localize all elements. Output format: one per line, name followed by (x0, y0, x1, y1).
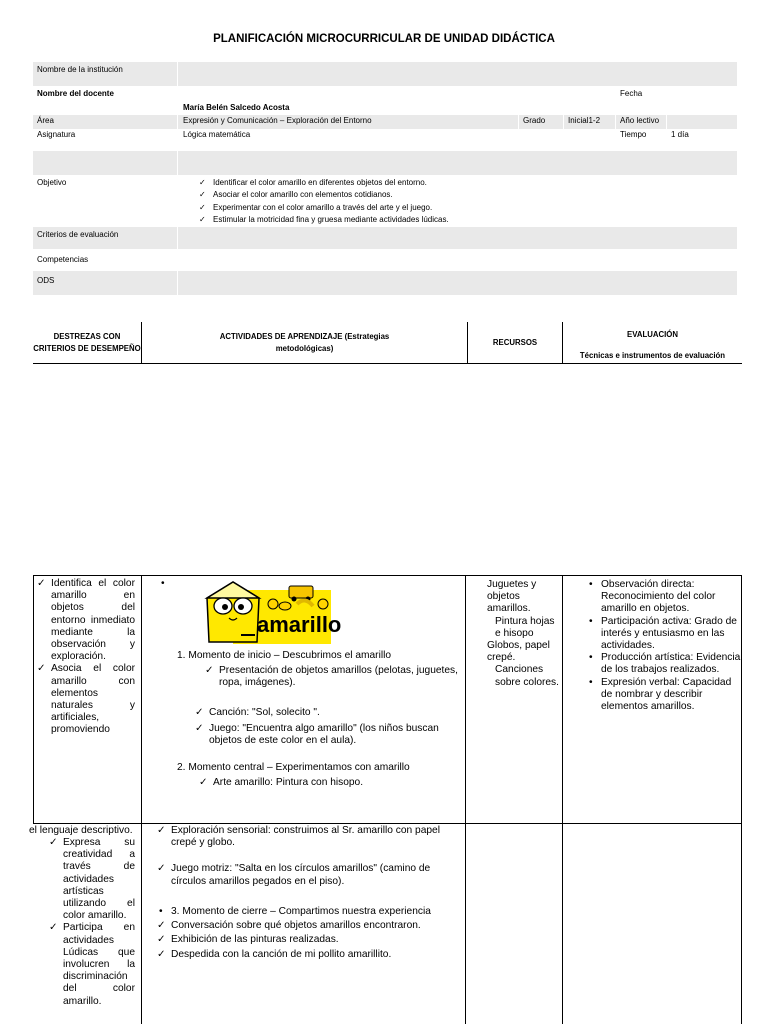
tecnicas-header-cell: Técnicas e instrumentos de evaluación (579, 351, 726, 360)
momento-central-heading: 2. Momento central – Experimentamos con amarillo (177, 762, 410, 773)
row-criterios (33, 227, 737, 249)
amarillo-illustration (201, 578, 342, 646)
grado-value: Inicial1-2 (568, 116, 601, 125)
recursos-list (487, 579, 559, 689)
docente-value: María Belén Salcedo Acosta (183, 103, 290, 112)
actividades-header-cell: ACTIVIDADES DE APRENDIZAJE (Estrategias metodológicas) (219, 332, 390, 353)
competencias-label: Competencias (37, 255, 89, 264)
tiempo-value: 1 día (671, 130, 689, 139)
row-objetivo (33, 175, 737, 227)
ods-label: ODS (37, 276, 55, 285)
destrezas-header (33, 322, 742, 364)
recursos-header-cell: RECURSOS (492, 338, 538, 347)
inicio-list (205, 665, 461, 689)
docente-label: Nombre del docente (37, 89, 114, 98)
cierre-item: ✓ Conversación sobre qué objetos amarillos encontraron. (157, 920, 463, 932)
destrezas-lead-text: el lenguaje descriptivo. (29, 825, 133, 836)
activities-table (29, 575, 742, 1024)
row-area (33, 115, 737, 129)
central-list (199, 777, 461, 789)
cierre-block (157, 906, 463, 961)
recurso-item: Pintura hojas e hisopo (495, 615, 555, 639)
inicio-item: ✓ Juego: "Encuentra algo amarillo" (los niños buscan objetos de este color en el aula). (195, 723, 461, 747)
destrezas-header-cell: DESTREZAS CON CRITERIOS DE DESEMPEÑO (33, 332, 141, 353)
row-asignatura (33, 129, 737, 151)
evaluacion-item: • Producción artística: Evidencia de los trabajos realizados. (587, 652, 741, 676)
destreza-item: ✓ Participa en actividades Lúdicas que involucren la discriminación del color amarillo. (49, 922, 135, 1007)
amarillo-image-word: amarillo (257, 612, 342, 637)
asignatura-value: Lógica matemática (183, 130, 251, 139)
evaluacion-item: • Expresión verbal: Capacidad de nombrar y describir elementos amarillos. (587, 677, 741, 714)
fecha-label: Fecha (620, 89, 643, 98)
recurso-item: Canciones sobre colores. (495, 664, 559, 688)
recurso-item: Juguetes y objetos amarillos. (487, 579, 537, 615)
institucion-label: Nombre de la institución (37, 65, 123, 74)
evaluacion-header-cell: EVALUACIÓN (627, 330, 678, 339)
destrezas-list-1 (37, 578, 135, 737)
central-item: ✓ Arte amarillo: Pintura con hisopo. (199, 777, 461, 789)
objetivo-label: Objetivo (37, 178, 67, 187)
inicio-item: ✓ Canción: "Sol, solecito ". (195, 707, 461, 719)
cierre-item: ✓ Exhibición de las pinturas realizadas. (157, 934, 463, 946)
objetivo-item: ✓ Asociar el color amarillo con elementos cotidianos. (199, 189, 619, 201)
central-list-2 (157, 825, 457, 888)
objetivo-item: ✓ Estimular la motricidad fina y gruesa mediante actividades lúdicas. (199, 214, 619, 226)
row-docente (33, 86, 737, 115)
empty-bullet: • (161, 578, 165, 589)
destreza-item: ✓ Asocia el color amarillo con elementos naturales y artificiales, promoviendo (37, 663, 135, 736)
destrezas-list-2 (49, 837, 135, 1008)
area-value: Expresión y Comunicación – Exploración del Entorno (183, 116, 372, 125)
central-item: ✓ Juego motriz: "Salta en los círculos amarillos" (camino de círculos amarillos pegados en el piso). (157, 863, 457, 887)
objetivos-list (199, 175, 619, 227)
tiempo-label: Tiempo (620, 130, 647, 139)
area-label: Área (37, 116, 54, 125)
destreza-item: ✓ Expresa su creatividad a través de actividades artísticas utilizando el color amarillo. (49, 837, 135, 922)
criterios-label: Criterios de evaluación (37, 230, 119, 239)
objetivo-item: ✓ Identificar el color amarillo en diferentes objetos del entorno. (199, 177, 619, 189)
momento-inicio-heading: 1. Momento de inicio – Descubrimos el amarillo (177, 650, 392, 661)
evaluacion-item: • Observación directa: Reconocimiento del color amarillo en objetos. (587, 579, 741, 616)
inicio-list-2 (195, 707, 461, 748)
objetivo-item: ✓ Experimentar con el color amarillo a través del arte y el juego. (199, 202, 619, 214)
grado-label: Grado (523, 116, 546, 125)
inicio-item: ✓ Presentación de objetos amarillos (pelotas, juguetes, ropa, imágenes). (205, 665, 461, 689)
evaluacion-item: • Participación activa: Grado de interés y entusiasmo en las actividades. (587, 616, 741, 653)
row-competencias (33, 249, 737, 271)
asignatura-label: Asignatura (37, 130, 76, 139)
anio-label: Año lectivo (620, 116, 660, 125)
cierre-item: ✓ Despedida con la canción de mi pollito amarillito. (157, 949, 463, 961)
evaluacion-list (587, 579, 741, 713)
recurso-item: Globos, papel crepé. (487, 640, 550, 664)
page-title: PLANIFICACIÓN MICROCURRICULAR DE UNIDAD DIDÁCTICA (213, 33, 555, 45)
row-empty (33, 151, 737, 175)
central-item: ✓ Exploración sensorial: construimos al Sr. amarillo con papel crepé y globo. (157, 825, 457, 849)
momento-cierre-heading: • 3. Momento de cierre – Compartimos nuestra experiencia (157, 906, 463, 918)
destreza-item: ✓ Identifica el color amarillo en objetos del entorno inmediato mediante la observación y exploración. (37, 578, 135, 663)
row-institucion (33, 62, 737, 86)
row-ods (33, 271, 737, 295)
